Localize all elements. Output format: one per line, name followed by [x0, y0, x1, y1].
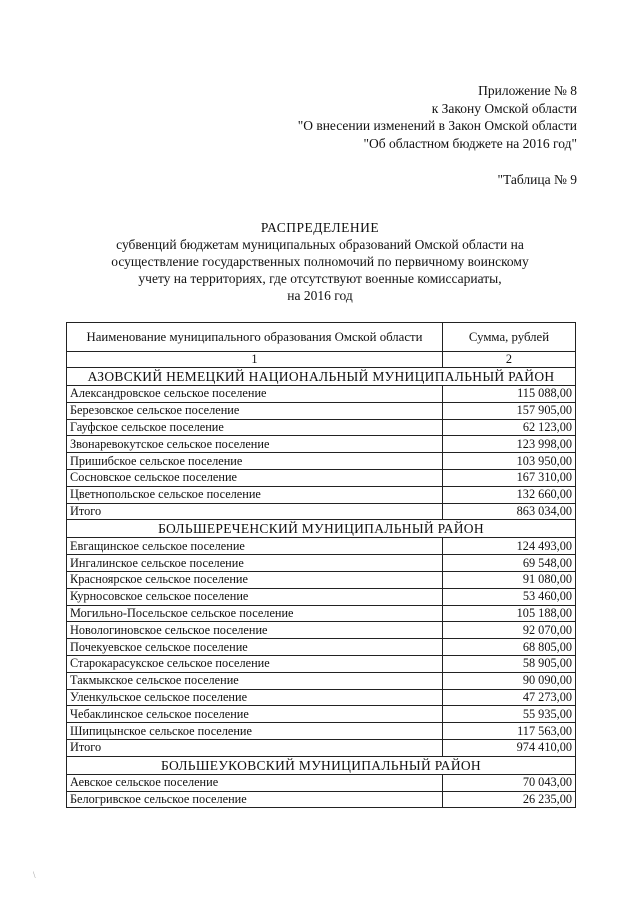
table-row: [67, 386, 576, 403]
title-line1: субвенций бюджетам муниципальных образований Омской области на: [116, 237, 524, 252]
table-row: [67, 605, 576, 622]
settlement-name: Звонаревокутское сельское поселение: [67, 436, 443, 453]
settlement-sum: 68 805,00: [443, 639, 576, 656]
district-row: [67, 368, 576, 386]
law-title-line1: "О внесении изменений в Закон Омской области: [297, 118, 577, 133]
table-row: [67, 791, 576, 808]
appendix-header: [298, 82, 577, 152]
settlement-sum: 58 905,00: [443, 655, 576, 672]
settlement-sum: 91 080,00: [443, 571, 576, 588]
settlement-sum: 92 070,00: [443, 622, 576, 639]
district-name: АЗОВСКИЙ НЕМЕЦКИЙ НАЦИОНАЛЬНЫЙ МУНИЦИПАЛЬНЫЙ РАЙОН: [67, 368, 576, 386]
table-number: "Таблица № 9: [497, 172, 577, 187]
column-index-2: 2: [443, 352, 576, 368]
column-header-sum: Сумма, рублей: [443, 323, 576, 352]
settlement-sum: 124 493,00: [443, 538, 576, 555]
settlement-sum: 157 905,00: [443, 402, 576, 419]
settlement-sum: 132 660,00: [443, 486, 576, 503]
settlement-name: Ингалинское сельское поселение: [67, 555, 443, 572]
scan-mark: \: [33, 870, 36, 880]
settlement-sum: 117 563,00: [443, 723, 576, 740]
total-label: Итого: [67, 739, 443, 756]
total-sum: 974 410,00: [443, 739, 576, 756]
district-name: БОЛЬШЕУКОВСКИЙ МУНИЦИПАЛЬНЫЙ РАЙОН: [67, 756, 576, 774]
settlement-name: Цветнопольское сельское поселение: [67, 486, 443, 503]
settlement-name: Почекуевское сельское поселение: [67, 639, 443, 656]
settlement-name: Такмыкское сельское поселение: [67, 672, 443, 689]
table-row: [67, 689, 576, 706]
settlement-sum: 70 043,00: [443, 774, 576, 791]
title-line4: на 2016 год: [287, 288, 353, 303]
settlement-name: Могильно-Посельское сельское поселение: [67, 605, 443, 622]
table-row: [67, 622, 576, 639]
settlement-sum: 62 123,00: [443, 419, 576, 436]
total-label: Итого: [67, 503, 443, 520]
settlement-name: Шипицынское сельское поселение: [67, 723, 443, 740]
law-title-line2: "Об областном бюджете на 2016 год": [363, 135, 577, 151]
settlement-name: Чебаклинское сельское поселение: [67, 706, 443, 723]
settlement-sum: 115 088,00: [443, 386, 576, 403]
settlement-name: Белогривское сельское поселение: [67, 791, 443, 808]
table-row: [67, 672, 576, 689]
table-row: [67, 571, 576, 588]
settlement-sum: 105 188,00: [443, 605, 576, 622]
title-line2: осуществление государственных полномочий по первичному воинскому: [111, 254, 529, 269]
table-row: [67, 706, 576, 723]
table-row: [67, 436, 576, 453]
table-row: [67, 538, 576, 555]
distribution-table: [66, 322, 576, 808]
total-row: [67, 739, 576, 756]
settlement-sum: 69 548,00: [443, 555, 576, 572]
table-row: [67, 723, 576, 740]
settlement-sum: 103 950,00: [443, 453, 576, 470]
settlement-sum: 90 090,00: [443, 672, 576, 689]
settlement-name: Евгащинское сельское поселение: [67, 538, 443, 555]
settlement-name: Александровское сельское поселение: [67, 386, 443, 403]
table-row: [67, 639, 576, 656]
document-title: [60, 219, 580, 304]
settlement-name: Пришибское сельское поселение: [67, 453, 443, 470]
settlement-name: Сосновское сельское поселение: [67, 469, 443, 486]
column-index-row: [67, 352, 576, 368]
settlement-name: Гауфское сельское поселение: [67, 419, 443, 436]
table-row: [67, 588, 576, 605]
district-row: [67, 520, 576, 538]
title-line3: учету на территориях, где отсутствуют военные комиссариаты,: [138, 271, 502, 286]
settlement-name: Аевское сельское поселение: [67, 774, 443, 791]
settlement-name: Березовское сельское поселение: [67, 402, 443, 419]
table-row: [67, 555, 576, 572]
appendix-number: Приложение № 8: [478, 83, 577, 98]
district-row: [67, 756, 576, 774]
settlement-name: Красноярское сельское поселение: [67, 571, 443, 588]
table-row: [67, 486, 576, 503]
settlement-name: Новологиновское сельское поселение: [67, 622, 443, 639]
table-row: [67, 453, 576, 470]
table-header-row: [67, 323, 576, 352]
law-reference: к Закону Омской области: [431, 100, 577, 116]
table-row: [67, 655, 576, 672]
title-main: РАСПРЕДЕЛЕНИЕ: [260, 220, 380, 235]
settlement-name: Старокарасукское сельское поселение: [67, 655, 443, 672]
total-row: [67, 503, 576, 520]
settlement-sum: 53 460,00: [443, 588, 576, 605]
settlement-sum: 123 998,00: [443, 436, 576, 453]
settlement-name: Курносовское сельское поселение: [67, 588, 443, 605]
table-row: [67, 419, 576, 436]
settlement-sum: 47 273,00: [443, 689, 576, 706]
settlement-name: Уленкульское сельское поселение: [67, 689, 443, 706]
settlement-sum: 26 235,00: [443, 791, 576, 808]
district-name: БОЛЬШЕРЕЧЕНСКИЙ МУНИЦИПАЛЬНЫЙ РАЙОН: [67, 520, 576, 538]
table-row: [67, 774, 576, 791]
total-sum: 863 034,00: [443, 503, 576, 520]
table-row: [67, 469, 576, 486]
column-index-1: 1: [67, 352, 443, 368]
column-header-name: Наименование муниципального образования Омской области: [67, 323, 443, 352]
settlement-sum: 167 310,00: [443, 469, 576, 486]
table-row: [67, 402, 576, 419]
settlement-sum: 55 935,00: [443, 706, 576, 723]
